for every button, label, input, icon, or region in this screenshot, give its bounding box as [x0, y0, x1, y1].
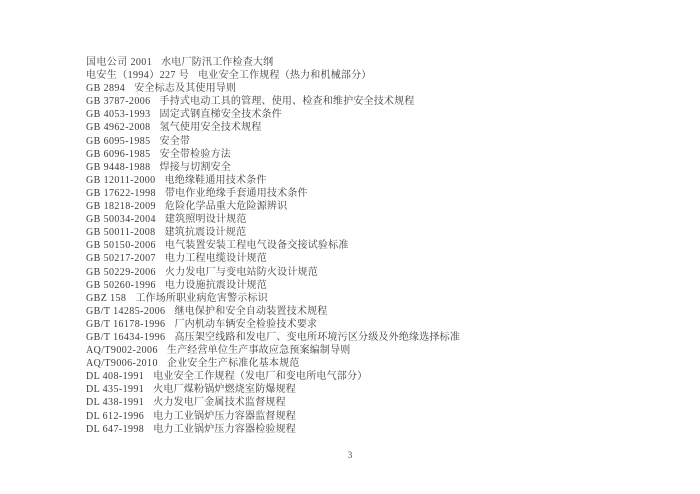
standard-title: 安全带 — [159, 135, 191, 147]
standard-list-item — [86, 69, 460, 82]
standard-list-item — [86, 279, 460, 292]
standard-code: GB 6096-1985 — [86, 148, 151, 160]
standard-title: 电气装置安装工程电气设备交接试验标准 — [164, 240, 349, 252]
standard-code: GB 12011-2000 — [86, 174, 156, 186]
standard-title: 固定式钢直梯安全技术条件 — [159, 109, 282, 121]
standard-code: GB/T 16434-1996 — [86, 331, 166, 343]
standard-title: 电业安全工作规程（发电厂和变电所电气部分） — [153, 371, 368, 383]
standard-code: GB/T 16178-1996 — [86, 318, 166, 330]
standard-list-item — [86, 252, 460, 265]
standard-list-item — [86, 396, 460, 409]
standard-list-item — [86, 410, 460, 423]
standard-code: GB 4962-2008 — [86, 122, 151, 134]
standard-code: DL 435-1991 — [86, 384, 145, 396]
standard-code: AQ/T9006-2010 — [86, 358, 158, 370]
standard-title: 工作场所职业病危害警示标识 — [135, 292, 268, 304]
standard-title: 电力设施抗震设计规范 — [164, 279, 267, 291]
standard-title: 建筑照明设计规范 — [164, 214, 247, 226]
standard-list-item — [86, 344, 460, 357]
standard-code: GB 17622-1998 — [86, 187, 156, 199]
standard-code: GB 50217-2007 — [86, 253, 156, 265]
standard-list-item — [86, 331, 460, 344]
standard-title: 厂内机动车辆安全检验技术要求 — [174, 318, 318, 330]
standard-list-item — [86, 135, 460, 148]
standard-code: DL 647-1998 — [86, 423, 145, 435]
standard-code: GB 50260-1996 — [86, 279, 156, 291]
standard-list-item — [86, 370, 460, 383]
standard-title: 继电保护和安全自动装置技术规程 — [174, 305, 328, 317]
standard-title: 火电厂煤粉锅炉燃烧室防爆规程 — [153, 384, 297, 396]
standard-code: AQ/T9002-2006 — [86, 345, 158, 357]
standard-code: GB 18218-2009 — [86, 201, 156, 213]
standard-list-item — [86, 239, 460, 252]
standard-code: GB 50011-2008 — [86, 227, 156, 239]
standard-title: 企业安全生产标准化基本规范 — [166, 358, 300, 370]
standard-title: 火力发电厂金属技术监督规程 — [153, 397, 286, 409]
standard-code: DL 438-1991 — [86, 397, 145, 409]
standard-code: GB 2894 — [86, 83, 126, 95]
standard-list-item — [86, 318, 460, 331]
standard-title: 氢气使用安全技术规程 — [159, 122, 262, 134]
standard-title: 安全带检验方法 — [159, 148, 231, 160]
standard-list-item — [86, 148, 460, 161]
standard-list-item — [86, 292, 460, 305]
standard-list-item — [86, 213, 460, 226]
standard-list-item — [86, 121, 460, 134]
standard-title: 电力工业锅炉压力容器检验规程 — [153, 423, 297, 435]
standard-list-item — [86, 161, 460, 174]
standard-title: 建筑抗震设计规范 — [164, 227, 247, 239]
standard-list-item — [86, 108, 460, 121]
standard-list-item — [86, 174, 460, 187]
standard-code: GB 50034-2004 — [86, 214, 156, 226]
standard-title: 电绝缘鞋通用技术条件 — [164, 174, 267, 186]
standard-title: 生产经营单位生产事故应急预案编制导则 — [166, 345, 351, 357]
standard-code: 电安生（1994）227 号 — [86, 70, 190, 82]
standard-code: GB 6095-1985 — [86, 135, 151, 147]
standard-title: 火力发电厂与变电站防火设计规范 — [164, 266, 318, 278]
standard-list-item — [86, 200, 460, 213]
standard-list-item — [86, 383, 460, 396]
standard-title: 高压架空线路和发电厂、变电所环境污区分级及外绝缘选择标准 — [174, 331, 461, 343]
standard-title: 危险化学品重大危险源辨识 — [164, 201, 288, 213]
standard-title: 安全标志及其使用导则 — [134, 83, 237, 95]
standard-code: DL 612-1996 — [86, 410, 145, 422]
standard-title: 电力工程电缆设计规范 — [164, 253, 267, 265]
standard-code: GB/T 14285-2006 — [86, 305, 166, 317]
standard-list-item — [86, 305, 460, 318]
standard-code: DL 408-1991 — [86, 371, 145, 383]
standard-list-item — [86, 357, 460, 370]
page-number: 3 — [347, 450, 353, 460]
standard-list-item — [86, 226, 460, 239]
standard-title: 水电厂防汛工作检查大纲 — [161, 57, 274, 68]
standard-list-item — [86, 187, 460, 200]
standard-title: 电业安全工作规程（热力和机械部分） — [198, 70, 372, 82]
standard-code: GB 9448-1988 — [86, 161, 151, 173]
standard-code: GB 50150-2006 — [86, 240, 156, 252]
standard-title: 带电作业绝缘手套通用技术条件 — [164, 187, 308, 199]
standard-title: 焊接与切割安全 — [159, 161, 231, 173]
standard-title: 手持式电动工具的管理、使用、检查和维护安全技术规程 — [159, 96, 415, 108]
standard-code: GBZ 158 — [86, 292, 127, 304]
standard-list-item — [86, 82, 460, 95]
standard-code: GB 50229-2006 — [86, 266, 156, 278]
standard-list-item — [86, 95, 460, 108]
standard-list-item — [86, 423, 460, 436]
standards-list — [86, 56, 460, 436]
standard-code: 国电公司 2001 — [86, 57, 153, 68]
standard-title: 电力工业锅炉压力容器监督规程 — [153, 410, 297, 422]
standard-list-item — [86, 266, 460, 279]
standard-list-item — [86, 56, 460, 69]
standard-code: GB 3787-2006 — [86, 96, 151, 108]
standard-code: GB 4053-1993 — [86, 109, 151, 121]
